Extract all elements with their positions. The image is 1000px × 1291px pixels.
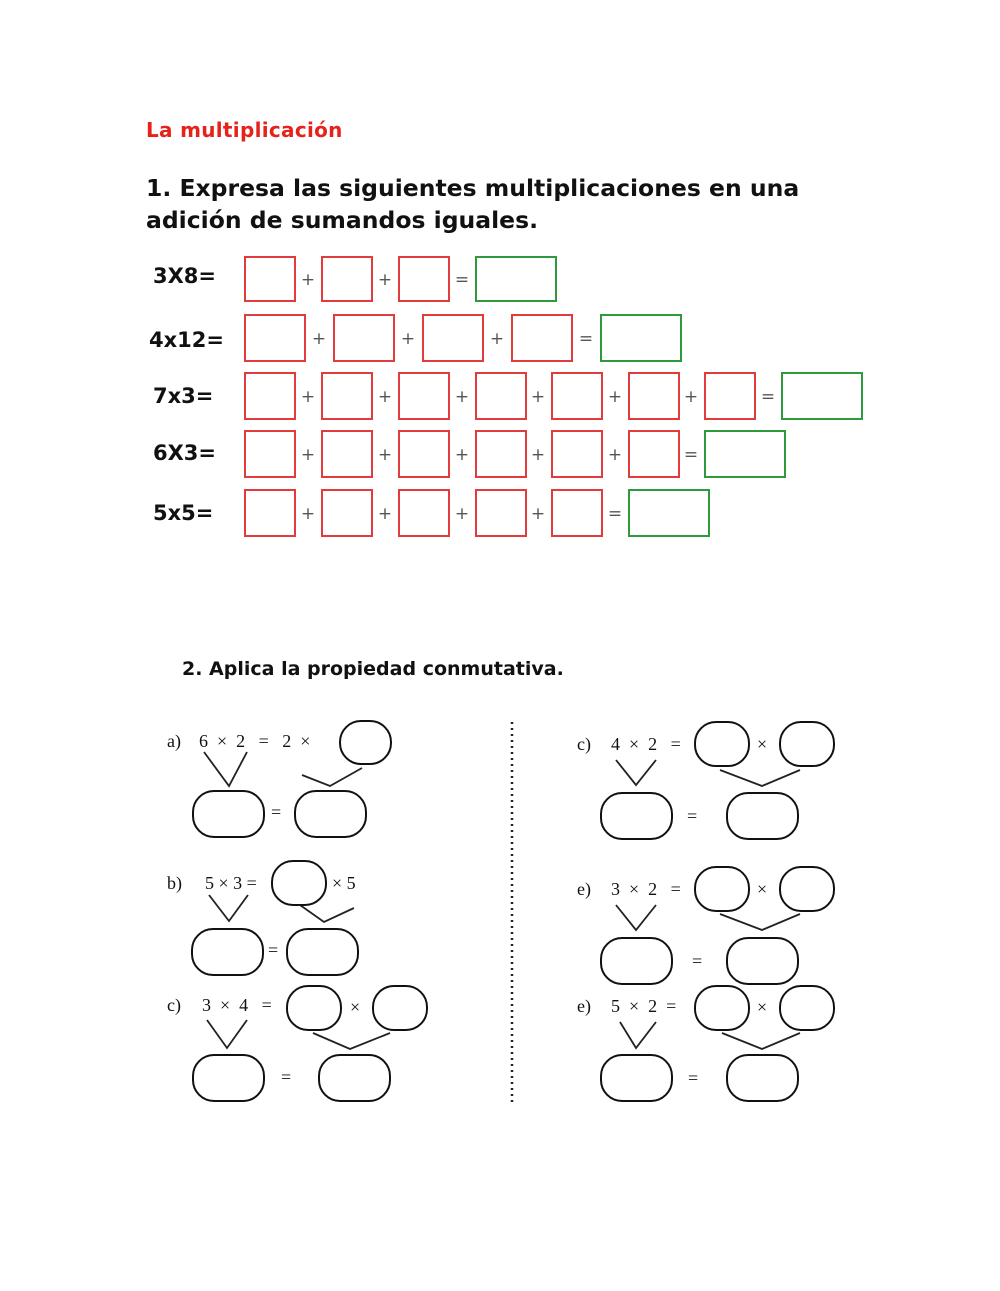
- equals-sign: =: [607, 504, 623, 524]
- exercise-1-heading-line2: adición de sumandos iguales.: [146, 206, 539, 234]
- answer-oval[interactable]: [694, 721, 750, 767]
- answer-oval[interactable]: [726, 1054, 799, 1102]
- answer-oval[interactable]: [192, 1054, 265, 1102]
- answer-oval[interactable]: [694, 985, 750, 1031]
- equals-sign: =: [688, 1068, 699, 1088]
- equals-sign: =: [692, 951, 703, 971]
- v-connector: [209, 895, 248, 921]
- item-expression-suffix: × 5: [332, 873, 356, 893]
- v-connector: [313, 1033, 390, 1049]
- times-sign: ×: [757, 734, 768, 754]
- answer-oval[interactable]: [271, 860, 327, 906]
- plus-sign: +: [300, 504, 316, 524]
- plus-sign: +: [607, 445, 623, 465]
- answer-oval[interactable]: [192, 790, 265, 838]
- answer-oval[interactable]: [694, 866, 750, 912]
- equals-sign: =: [687, 806, 698, 826]
- answer-oval[interactable]: [726, 937, 799, 985]
- answer-oval[interactable]: [726, 792, 799, 840]
- v-connector: [720, 770, 800, 786]
- v-connector: [302, 768, 362, 786]
- answer-oval[interactable]: [286, 985, 342, 1031]
- item-expression: 3 × 4 =: [202, 995, 272, 1015]
- item-expression: 5 × 3 =: [205, 873, 257, 893]
- plus-sign: +: [454, 387, 470, 407]
- v-connector: [204, 752, 247, 786]
- equals-sign: =: [271, 802, 282, 822]
- plus-sign: +: [489, 329, 505, 349]
- v-connector: [616, 905, 656, 930]
- row-label: 4x12=: [149, 328, 224, 352]
- plus-sign: +: [300, 387, 316, 407]
- item-letter: e): [577, 879, 591, 899]
- equals-sign: =: [268, 940, 279, 960]
- v-connector: [620, 1022, 656, 1048]
- answer-oval[interactable]: [600, 937, 673, 985]
- v-connector: [720, 914, 800, 930]
- equals-sign: =: [683, 445, 699, 465]
- plus-sign: +: [454, 504, 470, 524]
- equals-sign: =: [760, 387, 776, 407]
- row-label: 6X3=: [153, 441, 217, 465]
- plus-sign: +: [530, 445, 546, 465]
- item-letter: a): [167, 731, 181, 751]
- equals-sign: =: [281, 1067, 292, 1087]
- v-connector: [207, 1020, 247, 1048]
- item-expression: 6 × 2 = 2 ×: [199, 731, 311, 751]
- v-connector: [300, 905, 354, 922]
- times-sign: ×: [350, 997, 361, 1017]
- v-connector: [722, 1033, 800, 1049]
- answer-oval[interactable]: [191, 928, 264, 976]
- exercise-1-heading-line1: 1. Expresa las siguientes multiplicaciones en una: [146, 174, 800, 202]
- v-connector: [616, 760, 656, 785]
- item-letter: c): [167, 995, 181, 1015]
- answer-oval[interactable]: [339, 720, 392, 765]
- row-label: 7x3=: [153, 384, 214, 408]
- times-sign: ×: [757, 997, 768, 1017]
- answer-oval[interactable]: [372, 985, 428, 1031]
- answer-oval[interactable]: [318, 1054, 391, 1102]
- plus-sign: +: [683, 387, 699, 407]
- answer-oval[interactable]: [294, 790, 367, 838]
- answer-oval[interactable]: [779, 985, 835, 1031]
- plus-sign: +: [377, 445, 393, 465]
- equals-sign: =: [578, 329, 594, 349]
- plus-sign: +: [400, 329, 416, 349]
- plus-sign: +: [300, 270, 316, 290]
- item-letter: c): [577, 734, 591, 754]
- item-expression: 4 × 2 =: [611, 734, 681, 754]
- answer-oval[interactable]: [600, 792, 673, 840]
- worksheet-title: La multiplicación: [146, 118, 343, 142]
- plus-sign: +: [607, 387, 623, 407]
- plus-sign: +: [530, 387, 546, 407]
- item-expression: 3 × 2 =: [611, 879, 681, 899]
- item-letter: e): [577, 996, 591, 1016]
- plus-sign: +: [377, 504, 393, 524]
- answer-oval[interactable]: [286, 928, 359, 976]
- row-label: 5x5=: [153, 501, 214, 525]
- equals-sign: =: [454, 270, 470, 290]
- exercise-2-heading: 2. Aplica la propiedad conmutativa.: [182, 658, 564, 680]
- item-expression: 5 × 2 =: [611, 996, 677, 1016]
- answer-oval[interactable]: [779, 866, 835, 912]
- plus-sign: +: [454, 445, 470, 465]
- row-label: 3X8=: [153, 264, 217, 288]
- plus-sign: +: [311, 329, 327, 349]
- plus-sign: +: [300, 445, 316, 465]
- plus-sign: +: [530, 504, 546, 524]
- plus-sign: +: [377, 270, 393, 290]
- item-letter: b): [167, 873, 182, 893]
- plus-sign: +: [377, 387, 393, 407]
- answer-oval[interactable]: [600, 1054, 673, 1102]
- times-sign: ×: [757, 879, 768, 899]
- answer-oval[interactable]: [779, 721, 835, 767]
